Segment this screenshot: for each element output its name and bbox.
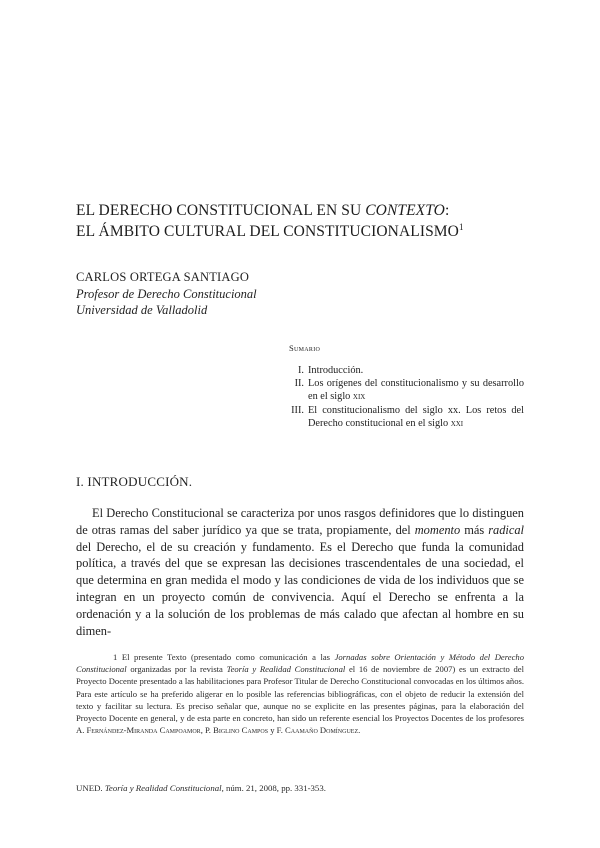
footnote-text-run: . [358, 725, 361, 736]
summary-item-number: I. [297, 365, 304, 376]
body-text-run: El Derecho Constitucional se caracteriza por unos rasgos definidores que lo distinguen de otras ramas del saber jurídico ya que se trata, propiamente, del [76, 506, 524, 537]
summary-item [284, 377, 524, 403]
summary-item-number: II. [294, 378, 304, 390]
footnote-text-run: 1 El presente Texto (presentado como comunicación a las [113, 652, 335, 662]
author-block [76, 269, 257, 319]
footnote-text-run: y F. [268, 725, 286, 736]
summary-list [284, 364, 524, 430]
footnote-italic-run: Teoría y Realidad Constitucional [226, 664, 346, 675]
footnote-text-run: , P. [200, 725, 214, 736]
section-heading: I. INTRODUCCIÓN. [76, 474, 193, 489]
title-line-1-text: EL DERECHO CONSTITUCIONAL EN SU [76, 202, 366, 219]
title-italic-word: CONTEXTO [365, 202, 445, 219]
summary-item-text [308, 364, 524, 377]
body-text-run: del Derecho, el de su creación y fundamento. Es el Derecho que funda la comunidad política, a través del que se expresan las decisiones trascendentales de una sociedad, el que determina en gran medida el modo y las condiciones de vida de los individuos que se integran en un proyecto común de convivencia. Aquí el Derecho se enfrenta a la ordenación y a la solución de los problemas de más calado que afectan al hombre en su dimen- [76, 539, 524, 638]
article-title [76, 200, 536, 242]
summary-item-label: El constitucionalismo del siglo xx. Los retos del Derecho constitucional en el siglo [308, 404, 524, 429]
summary-item [284, 404, 524, 430]
summary-item-century: xix [352, 391, 366, 403]
summary-item-number: III. [291, 404, 304, 416]
title-colon: : [444, 202, 450, 219]
title-footnote-mark[interactable]: 1 [458, 221, 464, 232]
summary-item-label: Los orígenes del constitucionalismo y su desarrollo en el siglo [308, 378, 524, 403]
summary-item-text [308, 404, 524, 430]
summary-item-text [308, 377, 524, 403]
footnote-italic-run: Jornadas sobre Orientación y Método del Derecho Constitucional [76, 652, 524, 675]
body-italic-run: radical [488, 522, 524, 537]
footnote-text-run: el 16 de noviembre de 2007) es un extracto del Proyecto Docente presentado a las habilitaciones para Profesor Titular de Derecho Constitucional convocadas en los últimos años. Para este artículo se ha preferido aligerar en lo posible las referencias bibliográficas, con el objeto de reducir la extensión del texto y facilitar su lectura. Es preciso señalar que, aunque no se explicite en las presentes páginas, para la elaboración del Proyecto Docente en general, y de esta parte en concreto, han sido un referente esencial los Proyectos Docentes de los profesores A. [76, 664, 524, 736]
summary-heading: Sumario [289, 343, 321, 353]
summary-item-century: xxi [450, 417, 464, 429]
footnote-1 [76, 651, 524, 736]
author-name: CARLOS ORTEGA SANTIAGO [76, 270, 250, 284]
body-text-run: más [460, 522, 489, 537]
author-position: Profesor de Derecho Constitucional [76, 286, 257, 301]
title-line-2 [76, 221, 536, 242]
title-line-2-text: EL ÁMBITO CULTURAL DEL CONSTITUCIONALISMO [76, 223, 459, 240]
summary-item-label: Introducción. [308, 365, 364, 376]
body-paragraph [76, 505, 524, 639]
footnote-author-name: Caamaño Domínguez [285, 725, 359, 736]
summary-item [284, 364, 524, 377]
author-institution: Universidad de Valladolid [76, 303, 208, 317]
folio-journal: Teoría y Realidad Constitucional [104, 783, 222, 793]
folio-issue: , núm. 21, 2008, pp. 331-353. [221, 783, 326, 793]
footnote-author-name: Fernández-Miranda Campoamor [86, 725, 201, 736]
footnote-author-name: Biglino Campos [213, 725, 269, 736]
title-line-1 [76, 200, 536, 221]
page-folio [76, 783, 326, 793]
folio-publisher: UNED. [76, 783, 105, 793]
body-italic-run: momento [414, 522, 461, 537]
footnote-text-run: organizadas por la revista [126, 664, 227, 675]
